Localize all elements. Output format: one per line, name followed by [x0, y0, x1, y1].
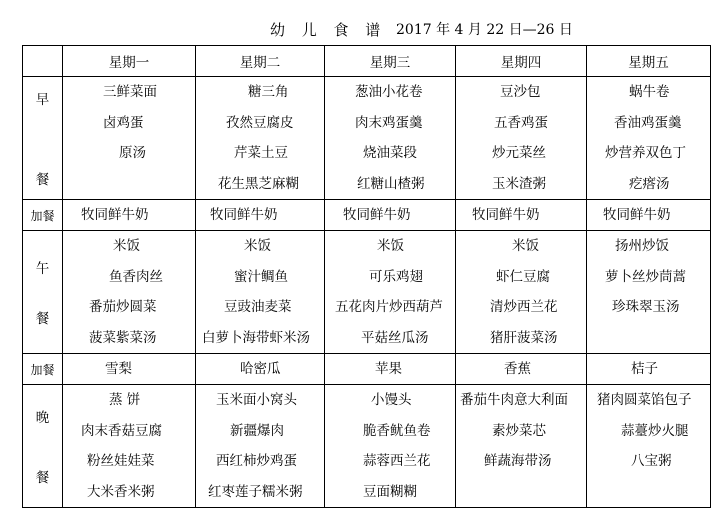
dish: 米饭 — [113, 238, 140, 254]
lunch-label — [23, 231, 63, 354]
morning-snack-wednesday: 牧同鲜牛奶 — [325, 200, 456, 231]
day-tuesday: 星期二 — [196, 46, 325, 77]
dish: 卤鸡蛋 — [103, 114, 144, 131]
page-title — [0, 19, 723, 41]
dish: 蒸 饼 — [109, 392, 141, 408]
day-thursday: 星期四 — [456, 46, 587, 77]
dish: 芹菜土豆 — [234, 145, 288, 161]
dish: 鱼香肉丝 — [109, 268, 163, 285]
dish: 米饭 — [377, 238, 404, 254]
morning-snack-friday: 牧同鲜牛奶 — [587, 200, 711, 231]
dish: 可乐鸡翅 — [369, 268, 423, 285]
breakfast-label-char: 早 — [35, 92, 50, 108]
day-header-row — [23, 46, 711, 77]
dish: 烧油菜段 — [363, 145, 417, 161]
afternoon-snack-row — [23, 354, 711, 385]
dish: 素炒菜芯 — [492, 422, 546, 439]
dish: 玉米渣粥 — [492, 175, 546, 192]
breakfast-thursday — [456, 77, 587, 200]
dinner-label-char: 晚 — [35, 410, 50, 426]
dinner-thursday — [456, 385, 587, 508]
breakfast-label-char: 餐 — [35, 172, 50, 188]
dish: 西红柿炒鸡蛋 — [216, 453, 297, 469]
breakfast-monday — [63, 77, 196, 200]
dinner-label-char: 餐 — [35, 470, 50, 486]
weekly-menu-table — [22, 45, 711, 508]
dish — [456, 477, 586, 508]
dish: 炒营养双色丁 — [605, 145, 686, 161]
menu-title: 幼 儿 食 谱 — [270, 21, 387, 39]
dish: 菠菜紫菜汤 — [89, 329, 157, 346]
dish: 粉丝娃娃菜 — [87, 453, 155, 469]
dish: 糖三角 — [248, 84, 289, 100]
lunch-row — [23, 231, 711, 354]
breakfast-label — [23, 77, 63, 200]
dish: 红糖山楂粥 — [357, 175, 425, 192]
lunch-wednesday — [325, 231, 456, 354]
dish: 脆香鱿鱼卷 — [363, 422, 431, 439]
afternoon-snack-friday: 桔子 — [587, 354, 711, 385]
dinner-wednesday — [325, 385, 456, 508]
morning-snack-label: 加餐 — [23, 200, 63, 231]
lunch-tuesday — [196, 231, 325, 354]
afternoon-snack-tuesday: 哈密瓜 — [196, 354, 325, 385]
morning-snack-tuesday: 牧同鲜牛奶 — [196, 200, 325, 231]
dish: 肉末香菇豆腐 — [81, 422, 162, 439]
dish: 珍珠翠玉汤 — [612, 299, 680, 315]
dish: 香油鸡蛋羹 — [614, 114, 682, 131]
dish: 米饭 — [244, 238, 271, 254]
day-wednesday: 星期三 — [325, 46, 456, 77]
dish: 大米香米粥 — [87, 483, 155, 500]
dish: 炒元菜丝 — [492, 145, 546, 161]
day-friday: 星期五 — [587, 46, 711, 77]
dish: 五花肉片炒西葫芦 — [335, 299, 443, 315]
dish: 蜗牛卷 — [629, 84, 670, 100]
afternoon-snack-wednesday: 苹果 — [325, 354, 456, 385]
afternoon-snack-monday: 雪梨 — [63, 354, 196, 385]
lunch-monday — [63, 231, 196, 354]
lunch-thursday — [456, 231, 587, 354]
morning-snack-row — [23, 200, 711, 231]
date-range: 2017 年 4 月 22 日—26 日 — [396, 22, 573, 38]
breakfast-row — [23, 77, 711, 200]
dish: 虾仁豆腐 — [496, 268, 550, 285]
dinner-tuesday — [196, 385, 325, 508]
breakfast-tuesday — [196, 77, 325, 200]
morning-snack-monday: 牧同鲜牛奶 — [63, 200, 196, 231]
dish: 萝卜丝炒茼蒿 — [605, 268, 686, 285]
breakfast-wednesday — [325, 77, 456, 200]
dish: 白萝卜海带虾米汤 — [202, 329, 310, 346]
dinner-label — [23, 385, 63, 508]
dish: 蜜汁鲷鱼 — [234, 268, 288, 285]
dish: 猪肉圆菜馅包子 — [597, 392, 692, 408]
dish: 花生黑芝麻糊 — [218, 175, 299, 192]
dish: 豆沙包 — [500, 84, 541, 100]
dish: 蒜蓉西兰花 — [363, 453, 431, 469]
dish: 玉米面小窝头 — [216, 392, 297, 408]
day-monday: 星期一 — [63, 46, 196, 77]
breakfast-friday — [587, 77, 711, 200]
dish: 小馒头 — [371, 392, 412, 408]
dish: 蒜薹炒火腿 — [621, 422, 689, 439]
dish — [587, 477, 710, 508]
dish: 葱油小花卷 — [355, 84, 423, 100]
dish: 原汤 — [119, 145, 146, 161]
dish: 米饭 — [512, 238, 539, 254]
dish: 鲜蔬海带汤 — [484, 453, 552, 469]
dish: 五香鸡蛋 — [494, 114, 548, 131]
dish: 平菇丝瓜汤 — [361, 329, 429, 346]
dish: 清炒西兰花 — [490, 299, 558, 315]
lunch-label-char: 午 — [35, 261, 50, 277]
dinner-monday — [63, 385, 196, 508]
dish — [587, 323, 710, 354]
dish: 猪肝菠菜汤 — [490, 329, 558, 346]
dish: 扬州炒饭 — [615, 238, 669, 254]
dish: 豆豉油麦菜 — [224, 299, 292, 315]
dinner-row — [23, 385, 711, 508]
dish: 新疆爆肉 — [230, 422, 284, 439]
afternoon-snack-label: 加餐 — [23, 354, 63, 385]
lunch-label-char: 餐 — [35, 311, 50, 327]
corner-cell — [23, 46, 63, 77]
dinner-friday — [587, 385, 711, 508]
dish: 八宝粥 — [631, 453, 672, 469]
dish: 豆面糊糊 — [363, 483, 417, 500]
dish: 孜然豆腐皮 — [226, 114, 294, 131]
dish: 番茄炒圆菜 — [89, 299, 157, 315]
lunch-friday — [587, 231, 711, 354]
dish: 番茄牛肉意大利面 — [460, 392, 568, 408]
dish: 红枣莲子糯米粥 — [208, 483, 303, 500]
dish — [63, 169, 195, 200]
morning-snack-thursday: 牧同鲜牛奶 — [456, 200, 587, 231]
dish: 三鲜菜面 — [103, 84, 157, 100]
dish: 疙瘩汤 — [629, 175, 670, 192]
dish: 肉末鸡蛋羹 — [355, 114, 423, 131]
afternoon-snack-thursday: 香蕉 — [456, 354, 587, 385]
